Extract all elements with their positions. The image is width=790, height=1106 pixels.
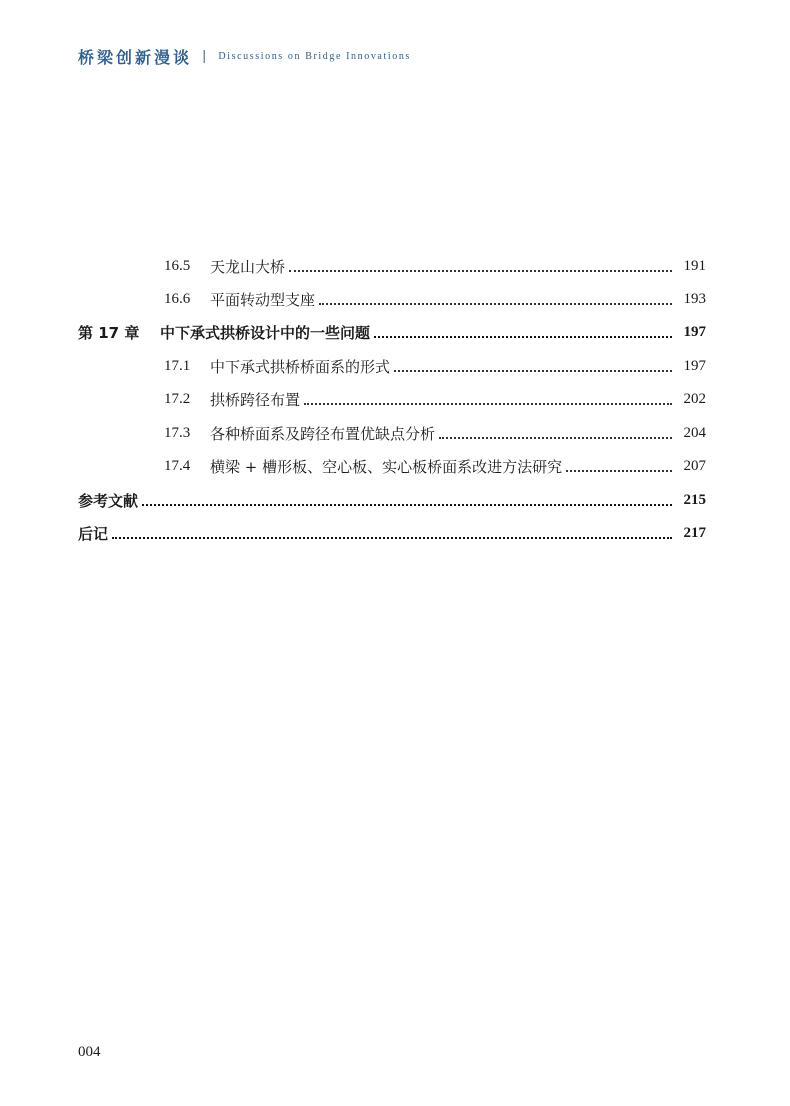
toc-entry-number: 17.2 xyxy=(164,390,191,407)
toc-entry-number: 16.6 xyxy=(164,290,191,307)
toc-entry-16-6[interactable] xyxy=(78,287,706,311)
dot-leader xyxy=(439,436,672,439)
dot-leader xyxy=(289,269,672,272)
toc-entry-title: 拱桥跨径布置 xyxy=(210,390,301,409)
running-header xyxy=(78,44,411,68)
toc-entry-page: 207 xyxy=(683,457,706,474)
toc-entry-page: 197 xyxy=(683,357,706,374)
toc-chapter-title: 参考文献 xyxy=(78,491,139,510)
dot-leader xyxy=(566,469,672,472)
toc-chapter-number: 第 17 章 xyxy=(78,323,140,342)
dot-leader xyxy=(394,369,672,372)
toc-entry-title: 横梁 + 槽形板、空心板、实心板桥面系改进方法研究 xyxy=(210,457,563,476)
toc-chapter-title: 后记 xyxy=(78,524,109,543)
toc-entry-page: 202 xyxy=(683,390,706,407)
page-number: 004 xyxy=(78,1044,101,1060)
toc-entry-page: 193 xyxy=(683,290,706,307)
toc-afterword[interactable] xyxy=(78,521,706,545)
toc-entry-number: 16.5 xyxy=(164,257,191,274)
toc-entry-17-4[interactable] xyxy=(78,454,706,478)
toc-entry-title: 中下承式拱桥桥面系的形式 xyxy=(210,357,391,376)
dot-leader xyxy=(142,503,672,506)
toc-entry-17-2[interactable] xyxy=(78,387,706,411)
toc-entry-17-3[interactable] xyxy=(78,421,706,445)
dot-leader xyxy=(319,302,672,305)
toc-entry-title: 各种桥面系及跨径布置优缺点分析 xyxy=(210,424,436,443)
toc-entry-number: 17.4 xyxy=(164,457,191,474)
toc-chapter-17[interactable] xyxy=(78,320,706,344)
toc-entry-16-5[interactable] xyxy=(78,254,706,278)
toc-chapter-title: 中下承式拱桥设计中的一些问题 xyxy=(160,323,371,342)
dot-leader xyxy=(304,402,672,405)
toc-entry-title: 平面转动型支座 xyxy=(210,290,316,309)
toc-references[interactable] xyxy=(78,488,706,512)
dot-leader xyxy=(374,335,672,338)
toc-entry-number: 17.1 xyxy=(164,357,191,374)
book-title-english: Discussions on Bridge Innovations xyxy=(218,50,411,62)
toc-chapter-page: 215 xyxy=(683,491,706,508)
toc-entry-number: 17.3 xyxy=(164,424,191,441)
toc-entry-17-1[interactable] xyxy=(78,354,706,378)
toc-entry-page: 191 xyxy=(683,257,706,274)
book-title-chinese: 桥梁创新漫谈 xyxy=(78,47,193,67)
toc-entry-title: 天龙山大桥 xyxy=(210,257,286,276)
dot-leader xyxy=(112,536,672,539)
header-separator: | xyxy=(202,48,207,64)
toc-entry-page: 204 xyxy=(683,424,706,441)
toc-chapter-page: 217 xyxy=(683,524,706,541)
toc-chapter-page: 197 xyxy=(683,323,706,340)
